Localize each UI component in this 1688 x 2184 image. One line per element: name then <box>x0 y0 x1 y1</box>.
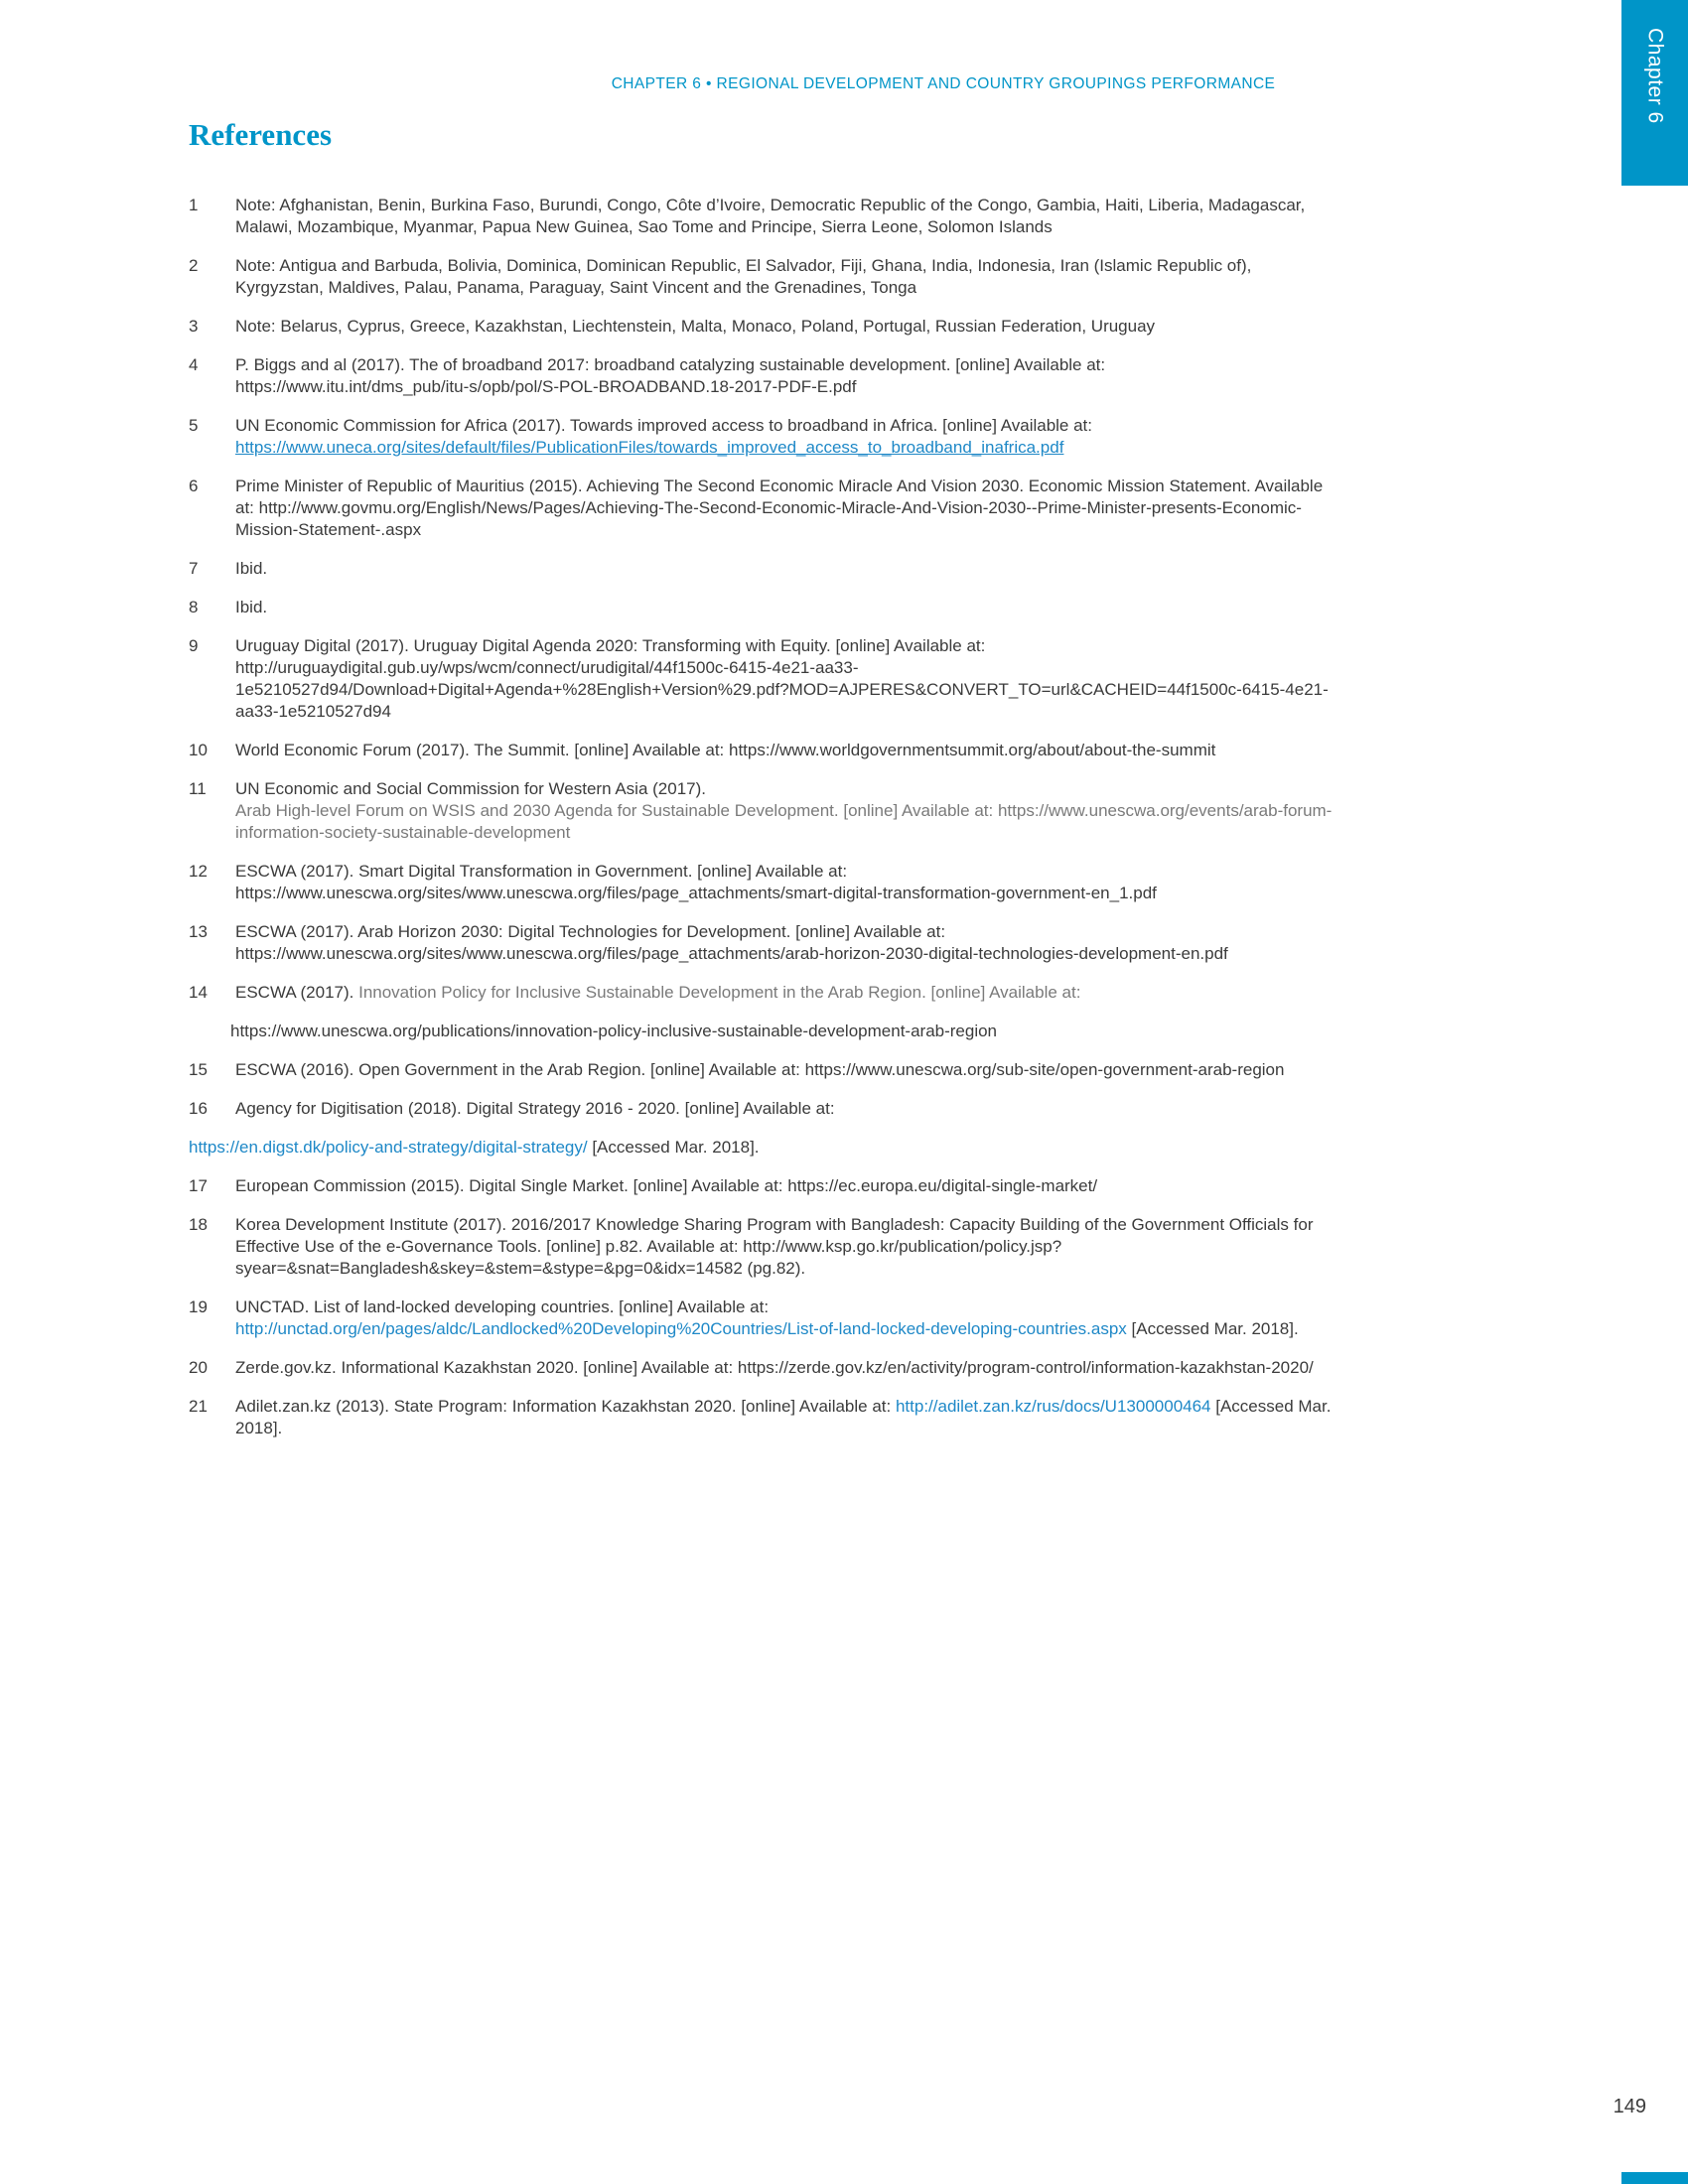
reference-number: 21 <box>189 1397 208 1416</box>
chapter-tab-label: Chapter 6 <box>1643 28 1667 124</box>
reference-text <box>235 740 1340 761</box>
references-list <box>189 195 1340 1439</box>
reference-number: 15 <box>189 1060 208 1079</box>
reference-text-segment: Korea Development Institute (2017). 2016/2017 Knowledge Sharing Program with Bangladesh: Capacity Building of the Government Officials for Effective Use of the e-Governance Tools. [online] p.82. Available at: http://www.ksp.go.kr/publication/policy.jsp?syear=&snat=Bangladesh&skey=&stem=&stype=&pg=0&idx=14582 (pg.82). <box>235 1215 1314 1278</box>
reference-item <box>189 1396 1340 1439</box>
running-header: CHAPTER 6 • REGIONAL DEVELOPMENT AND COUNTRY GROUPINGS PERFORMANCE <box>611 75 1276 92</box>
reference-text-segment: https://www.unescwa.org/publications/innovation-policy-inclusive-sustainable-development-arab-region <box>230 1022 998 1040</box>
reference-item <box>189 195 1340 238</box>
reference-text-segment: European Commission (2015). Digital Single Market. [online] Available at: https://ec.europa.eu/digital-single-market/ <box>235 1176 1098 1195</box>
reference-item <box>189 635 1340 723</box>
reference-item <box>189 255 1340 299</box>
reference-text <box>235 1098 1340 1120</box>
reference-number: 20 <box>189 1358 208 1377</box>
page-title: References <box>189 117 333 152</box>
reference-number: 12 <box>189 862 208 881</box>
reference-text <box>235 1214 1340 1280</box>
reference-item <box>189 1357 1340 1379</box>
reference-text-segment: UNCTAD. List of land-locked developing countries. [online] Available at: <box>235 1297 770 1316</box>
reference-item <box>189 597 1340 618</box>
reference-text-segment: Zerde.gov.kz. Informational Kazakhstan 2020. [online] Available at: https://zerde.gov.kz/en/activity/program-control/information-kazakhstan-2020/ <box>235 1358 1314 1377</box>
reference-text <box>235 635 1340 723</box>
reference-text <box>235 1396 1340 1439</box>
reference-text-segment: ESCWA (2017). <box>235 983 359 1002</box>
reference-text-segment: Prime Minister of Republic of Mauritius (2015). Achieving The Second Economic Miracle And Vision 2030. Economic Mission Statement. Available at: http://www.govmu.org/English/News/Pages/Achieving-The-Second-Economic-Miracle-And-Vision-2030--Prime-Minister-presents-Economic-Mission-Statement-.aspx <box>235 477 1324 539</box>
reference-link[interactable]: https://en.digst.dk/policy-and-strategy/digital-strategy/ <box>189 1138 588 1157</box>
reference-number: 17 <box>189 1176 208 1195</box>
reference-text-segment: Agency for Digitisation (2018). Digital Strategy 2016 - 2020. [online] Available at: <box>235 1099 835 1118</box>
reference-continuation <box>189 1021 1340 1042</box>
reference-number: 18 <box>189 1215 208 1234</box>
reference-item <box>189 354 1340 398</box>
reference-text-segment: Ibid. <box>235 598 268 616</box>
reference-item <box>189 740 1340 761</box>
reference-text <box>235 982 1340 1004</box>
reference-number: 2 <box>189 256 199 275</box>
reference-continuation <box>189 1137 1340 1159</box>
reference-text <box>235 1297 1340 1340</box>
reference-text-segment: [Accessed Mar. 2018]. <box>235 1397 1332 1437</box>
reference-text <box>235 255 1340 299</box>
reference-link[interactable]: http://unctad.org/en/pages/aldc/Landlocked%20Developing%20Countries/List-of-land-locked-developing-countries.aspx <box>235 1319 1127 1338</box>
reference-number: 16 <box>189 1099 208 1118</box>
reference-text <box>189 1137 1340 1159</box>
reference-number: 4 <box>189 355 199 374</box>
reference-text-segment: ESCWA (2016). Open Government in the Arab Region. [online] Available at: https://www.unescwa.org/sub-site/open-government-arab-region <box>235 1060 1285 1079</box>
reference-text <box>235 1357 1340 1379</box>
reference-text-segment: [Accessed Mar. 2018]. <box>1126 1319 1299 1338</box>
reference-item <box>189 982 1340 1004</box>
reference-text <box>235 597 1340 618</box>
reference-text <box>235 316 1340 338</box>
reference-text-segment: ESCWA (2017). Smart Digital Transformation in Government. [online] Available at: https://www.unescwa.org/sites/www.unescwa.org/files/page_attachments/smart-digital-transformation-government-en_1.pdf <box>235 862 1157 902</box>
reference-text <box>235 778 1340 844</box>
reference-text-segment: Ibid. <box>235 559 268 578</box>
reference-text-segment: Innovation Policy for Inclusive Sustainable Development in the Arab Region. [online] Available at: <box>358 983 1081 1002</box>
reference-number: 10 <box>189 741 208 759</box>
reference-text <box>235 861 1340 904</box>
reference-item <box>189 558 1340 580</box>
reference-number: 14 <box>189 983 208 1002</box>
reference-item <box>189 476 1340 541</box>
reference-item <box>189 921 1340 965</box>
reference-item <box>189 778 1340 844</box>
reference-number: 6 <box>189 477 199 495</box>
reference-text-segment: UN Economic Commission for Africa (2017). Towards improved access to broadband in Africa. [online] Available at: <box>235 416 1093 435</box>
reference-number: 11 <box>189 779 207 798</box>
reference-text <box>235 558 1340 580</box>
reference-item <box>189 415 1340 459</box>
reference-text <box>230 1021 1340 1042</box>
reference-number: 7 <box>189 559 199 578</box>
reference-text <box>235 921 1340 965</box>
reference-text-segment: ESCWA (2017). Arab Horizon 2030: Digital Technologies for Development. [online] Available at: https://www.unescwa.org/sites/www.unescwa.org/files/page_attachments/arab-horizon-2030-digital-technologies-development-en.pdf <box>235 922 1228 963</box>
reference-item <box>189 1297 1340 1340</box>
reference-text <box>235 1059 1340 1081</box>
reference-text-segment: Arab High-level Forum on WSIS and 2030 Agenda for Sustainable Development. [online] Available at: https://www.unescwa.org/events/arab-forum-information-society-sustainable-development <box>235 801 1333 842</box>
reference-text-segment: P. Biggs and al (2017). The of broadband 2017: broadband catalyzing sustainable development. [online] Available at: https://www.itu.int/dms_pub/itu-s/opb/pol/S-POL-BROADBAND.18-2017-PDF-E.pdf <box>235 355 1106 396</box>
reference-number: 19 <box>189 1297 208 1316</box>
reference-number: 3 <box>189 317 199 336</box>
reference-text-segment: Adilet.zan.kz (2013). State Program: Information Kazakhstan 2020. [online] Available at: <box>235 1397 896 1416</box>
reference-text <box>235 1175 1340 1197</box>
reference-text-segment: Note: Afghanistan, Benin, Burkina Faso, Burundi, Congo, Côte d’Ivoire, Democratic Republic of the Congo, Gambia, Haiti, Liberia, Madagascar, Malawi, Mozambique, Myanmar, Papua New Guinea, Sao Tome and Principe, Sierra Leone, Solomon Islands <box>235 196 1306 236</box>
reference-link[interactable]: https://www.uneca.org/sites/default/files/PublicationFiles/towards_improved_access_to_broadband_inafrica.pdf <box>235 438 1064 457</box>
reference-text <box>235 195 1340 238</box>
reference-item <box>189 861 1340 904</box>
reference-text-segment: Uruguay Digital (2017). Uruguay Digital Agenda 2020: Transforming with Equity. [online] Available at: http://uruguaydigital.gub.uy/wps/wcm/connect/urudigital/44f1500c-6415-4e21-aa33-1e5210527d94/Download+Digital+Agenda+%28English+Version%29.pdf?MOD=AJPERES&CONVERT_TO=url&CACHEID=44f1500c-6415-4e21-aa33-1e5210527d94 <box>235 636 1329 721</box>
reference-link[interactable]: http://adilet.zan.kz/rus/docs/U1300000464 <box>895 1397 1211 1416</box>
reference-text <box>235 354 1340 398</box>
reference-item <box>189 1175 1340 1197</box>
reference-number: 9 <box>189 636 199 655</box>
reference-item <box>189 1059 1340 1081</box>
page-number: 149 <box>1613 2096 1646 2117</box>
bottom-accent-bar <box>1621 2172 1688 2184</box>
chapter-tab <box>1621 0 1688 186</box>
reference-text-segment: Note: Antigua and Barbuda, Bolivia, Dominica, Dominican Republic, El Salvador, Fiji, Ghana, India, Indonesia, Iran (Islamic Republic of), Kyrgyzstan, Maldives, Palau, Panama, Paraguay, Saint Vincent and the Grenadines, Tonga <box>235 256 1252 297</box>
reference-number: 8 <box>189 598 199 616</box>
reference-text-segment: UN Economic and Social Commission for Western Asia (2017). <box>235 779 706 798</box>
reference-number: 1 <box>189 196 199 214</box>
reference-item <box>189 1214 1340 1280</box>
reference-number: 13 <box>189 922 208 941</box>
reference-text-segment: World Economic Forum (2017). The Summit. [online] Available at: https://www.worldgovernmentsummit.org/about/about-the-summit <box>235 741 1216 759</box>
reference-number: 5 <box>189 416 199 435</box>
reference-text <box>235 415 1340 459</box>
page-content <box>189 117 1340 1456</box>
reference-item <box>189 316 1340 338</box>
reference-text-segment: [Accessed Mar. 2018]. <box>587 1138 760 1157</box>
reference-text-segment: Note: Belarus, Cyprus, Greece, Kazakhstan, Liechtenstein, Malta, Monaco, Poland, Portugal, Russian Federation, Uruguay <box>235 317 1156 336</box>
reference-item <box>189 1098 1340 1120</box>
reference-text <box>235 476 1340 541</box>
